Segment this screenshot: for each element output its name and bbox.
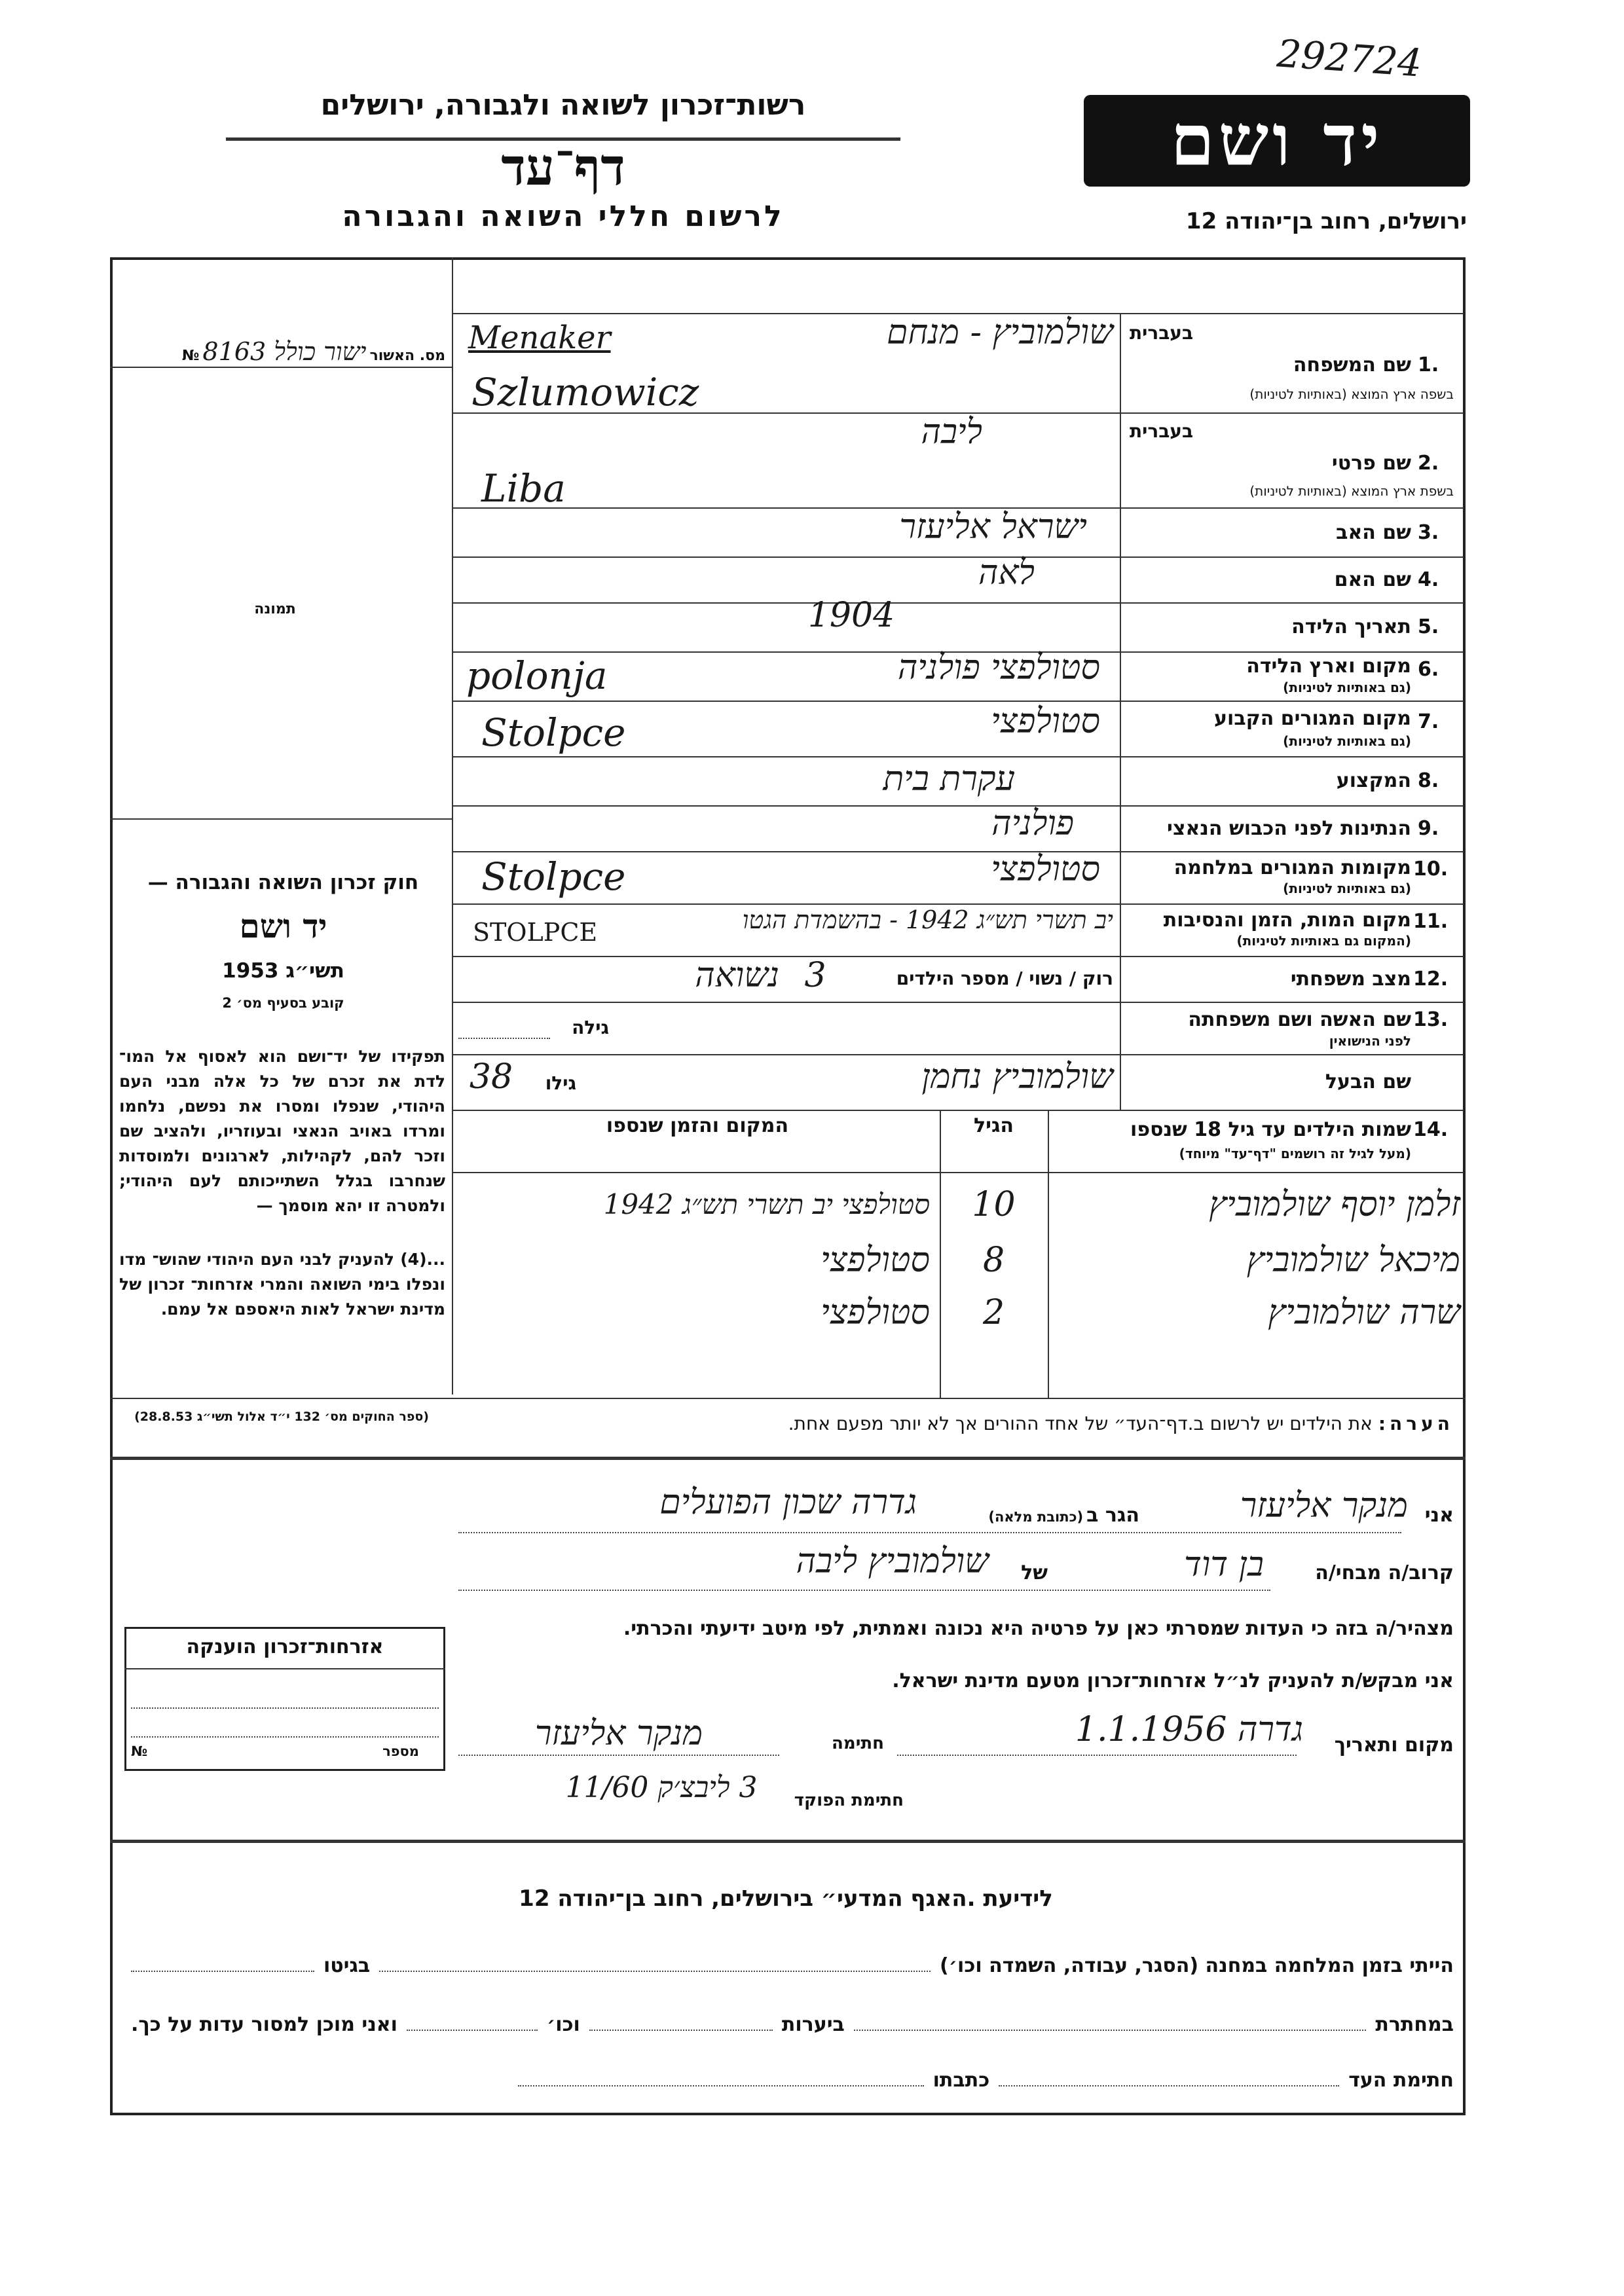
archive-number: 292724: [1275, 31, 1424, 86]
field-11-label: מקום המות, הזמן והנסיבות: [1163, 909, 1411, 932]
citizenship-line: [131, 1707, 439, 1709]
husband-value: שולמוביץ נחמן: [921, 1057, 1113, 1097]
research-title: לידיעת .האגף המדעי״ בירושלים, רחוב בן־יהודה 12: [519, 1886, 1053, 1912]
research-camp-label: הייתי בזמן המלחמה במחנה (הסגר, עבודה, השמדה וכו׳): [940, 1954, 1454, 1977]
law-text: תפקידו של יד־ושם הוא לאסוף אל המו־ לדת את זכרם של כל אלה מבני העם היהודי, שנפלו ומסרו את נפשם, נלחמו ומרדו באויב הנאצי ובעוזריו, ולהציב שם וזכר להם, לקהילות, לארגונים ולמוסדות שנחרבו בגלל השתייכותם לעם היהודי; ולמטרה זו יהא מוסמך —: [119, 1047, 445, 1215]
field-4-label: שם האם: [1334, 568, 1411, 591]
field-4-number: 4.: [1418, 568, 1439, 591]
decl-ani-label: אני: [1424, 1504, 1454, 1527]
research-ghetto-line[interactable]: [131, 1955, 314, 1972]
approval-label: מס. האשור: [369, 348, 445, 364]
decl-address-value: גדרה שכון הפועלים: [659, 1483, 917, 1522]
research-line-3: [131, 2069, 1454, 2092]
children-col-place: המקום והזמן שנספו: [606, 1114, 789, 1137]
field-12-value: נשואה: [695, 956, 779, 995]
field-13-age-label: גילה: [572, 1017, 609, 1038]
field-12-number: 12.: [1413, 968, 1449, 991]
research-forests-line[interactable]: [589, 2014, 773, 2031]
field-13-label: שם האשה ושם משפחתה: [1188, 1008, 1411, 1031]
decl-signature-value: מנקר אליעזר: [534, 1714, 703, 1753]
decl-of-label: של: [1021, 1561, 1048, 1584]
field-10-value-latin: Stolpce: [481, 854, 626, 899]
research-underground-label: במחתרת: [1375, 2013, 1454, 2036]
citizenship-number: [131, 1743, 439, 1759]
field-7-value-latin: Stolpce: [481, 710, 626, 755]
decl-ani-value: מנקר אליעזר: [1240, 1486, 1408, 1525]
children-col-age: הגיל: [974, 1114, 1014, 1137]
child-name: זלמן יוסף שולמוביץ: [1209, 1185, 1460, 1224]
note: [458, 1413, 1454, 1434]
header-address: ירושלים, רחוב בן־יהודה 12: [1185, 208, 1467, 234]
page-subtitle: לרשום חללי השואה והגבורה: [342, 200, 784, 233]
field-1-number: 1.: [1418, 354, 1439, 376]
field-2-number: 2.: [1418, 452, 1439, 475]
field-1-hebrew-tag: בעברית: [1130, 322, 1194, 344]
research-witness-sig-line[interactable]: [999, 2069, 1339, 2086]
field-4-value: לאה: [978, 553, 1035, 592]
field-10-label: מקומות המגורים במלחמה: [1173, 856, 1411, 879]
child-age: 2: [982, 1293, 1005, 1332]
sidebar-line: [110, 367, 452, 368]
field-7-number: 7.: [1418, 710, 1439, 733]
research-address-line[interactable]: [518, 2069, 924, 2086]
note-text: את הילדים יש לרשום ב.דף־העד״ של אחד ההורים אך לא יותר מפעם אחת.: [788, 1413, 1373, 1434]
children-bottom-line: [110, 1398, 1466, 1399]
note-rule: [110, 1457, 1466, 1460]
approval-value: ישור כולל 8163: [202, 337, 367, 366]
field-13-age-line: [458, 1038, 550, 1039]
decl-relative-label: קרוב/ה מבחי/ה: [1315, 1561, 1454, 1584]
husband-age-value: 38: [469, 1057, 513, 1097]
row-line: [452, 903, 1464, 905]
research-rule: [110, 1840, 1466, 1843]
citizenship-no-symbol: №: [131, 1743, 148, 1759]
child-place: סטולפצי: [821, 1241, 930, 1280]
law-clause: קובע בסעיף מס׳ 2: [222, 995, 344, 1011]
field-6-value-he: סטולפצי פולניה: [897, 648, 1100, 687]
child-place: סטולפצי: [821, 1293, 930, 1332]
field-1-value-he: שולמוביץ - מנחם: [887, 313, 1113, 352]
field-12-children-count: 3: [804, 956, 826, 995]
child-name: מיכאל שולמוביץ: [1246, 1241, 1460, 1280]
field-5-label: תאריך הלידה: [1291, 615, 1411, 638]
field-9-number: 9.: [1418, 817, 1439, 840]
field-3-value: ישראל אליעזר: [899, 507, 1087, 547]
field-2-hebrew-tag: בעברית: [1130, 420, 1194, 442]
field-6-number: 6.: [1418, 658, 1439, 681]
field-9-label: הנתינות לפני הכבוש הנאצי: [1167, 817, 1411, 840]
field-12-label: מצב משפחתי: [1290, 968, 1411, 991]
child-age: 10: [972, 1185, 1016, 1224]
decl-resides: הגר ב: [1086, 1504, 1139, 1527]
research-witness-sig-label: חתימת העד: [1348, 2069, 1454, 2092]
field-11-value-latin: STOLPCE: [473, 918, 598, 947]
field-1-label: שם המשפחה: [1293, 354, 1411, 376]
decl-place-date-value: גדרה 1.1.1956: [1075, 1710, 1303, 1749]
row-line: [452, 956, 1464, 957]
children-col-divider: [940, 1110, 941, 1398]
decl-line: [458, 1590, 1270, 1591]
decl-request: אני מבקש/ת להעניק לנ״ל אזרחות־זכרון מטעם מדינת ישראל.: [892, 1669, 1454, 1692]
sidebar-divider: [452, 257, 453, 1394]
field-2-label: שם פרטי: [1331, 452, 1411, 475]
decl-relative-value: בן דוד: [1184, 1545, 1264, 1584]
yad-vashem-logo: [1084, 95, 1470, 187]
field-2-sub: בשפת ארץ המוצא (באותיות לטיניות): [1249, 483, 1454, 499]
law-title: חוק זכרון השואה והגבורה —: [147, 871, 419, 894]
field-7-label: מקום המגורים הקבוע: [1214, 707, 1411, 730]
field-6-label: מקום וארץ הלידה: [1246, 655, 1411, 678]
field-10-sub: (גם באותיות לטיניות): [1283, 881, 1411, 896]
row-line: [452, 602, 1464, 604]
research-underground-line[interactable]: [854, 2014, 1367, 2031]
field-3-label: שם האב: [1336, 521, 1411, 544]
research-etc-line[interactable]: [407, 2014, 538, 2031]
field-10-value-he: סטולפצי: [991, 850, 1100, 889]
children-sub: (מעל לגיל זה רושמים "דף־עד" מיוחד): [1179, 1146, 1411, 1161]
law-reference: (ספר החוקים מס׳ 132 י״ד אלול תשי״ג 28.8.53): [134, 1410, 429, 1424]
decl-line: [458, 1532, 1401, 1533]
child-age: 8: [982, 1241, 1005, 1280]
field-7-value-he: סטולפצי: [991, 702, 1100, 741]
field-13-number: 13.: [1413, 1008, 1449, 1031]
children-number: 14.: [1413, 1118, 1449, 1141]
field-7-sub: (גם באותיות לטיניות): [1283, 733, 1411, 749]
field-12-inline-label: רוק / נשוי / מספר הילדים: [896, 968, 1113, 989]
law-text-2: ...(4) להעניק לבני העם היהודי שהוש־ מדו ונפלו בימי השואה והמרי אזרחות־ זכרון של מדינת ישראל לאות היאספם אל עמם.: [119, 1250, 445, 1319]
field-13-sub: לפני הנישואין: [1329, 1033, 1411, 1049]
page-title: דף־עד: [501, 137, 625, 197]
research-ghetto-label: בגיטו: [323, 1954, 371, 1977]
decl-resides-label: [917, 1504, 1139, 1527]
decl-clerk-value: 3 ליבצ׳ק 11/60: [565, 1771, 758, 1804]
research-testimony-label: ואני מוכן למסור עדות על כך.: [131, 2013, 397, 2036]
field-8-label: המקצוע: [1336, 769, 1411, 792]
sidebar-line: [110, 818, 452, 820]
logo-text: יד ושם: [1170, 99, 1384, 182]
field-1-sub: בשפה ארץ המוצא (באותיות לטיניות): [1249, 386, 1454, 402]
decl-place-date-label: מקום ותאריך: [1334, 1734, 1454, 1757]
field-2-value-latin: Liba: [481, 466, 566, 511]
row-line: [452, 1002, 1464, 1003]
citizenship-line: [131, 1736, 439, 1738]
child-place: סטולפצי יב תשרי תש״ג 1942: [603, 1188, 930, 1220]
row-line: [452, 1054, 1464, 1055]
field-10-number: 10.: [1413, 858, 1449, 881]
decl-line: [458, 1755, 779, 1756]
field-11-sub: (המקום גם באותיות לטיניות): [1236, 933, 1411, 949]
children-header-line: [452, 1172, 1464, 1173]
field-3-number: 3.: [1418, 521, 1439, 544]
decl-of-value: שולמוביץ ליבה: [796, 1542, 989, 1581]
decl-signature-label: חתימה: [832, 1734, 884, 1753]
photo-label: תמונה: [254, 601, 296, 617]
research-forests-label: ביערות: [781, 2013, 845, 2036]
children-label: שמות הילדים עד גיל 18 שנספו: [1130, 1118, 1411, 1141]
field-8-number: 8.: [1418, 769, 1439, 792]
citizenship-rule: [124, 1668, 445, 1669]
field-6-sub: (גם באותיות לטיניות): [1283, 680, 1411, 695]
field-9-value: פולניה: [991, 804, 1074, 843]
research-line-1: [131, 1954, 1454, 1977]
field-11-value-he: יב תשרי תש״ג 1942 - בהשמדת הגטו: [742, 905, 1113, 934]
label-divider: [1120, 313, 1121, 1110]
field-11-number: 11.: [1413, 910, 1449, 933]
children-col-divider: [1048, 1110, 1049, 1398]
field-6-value-latin: polonja: [466, 653, 608, 698]
field-2-value-he: ליבה: [921, 412, 982, 452]
law-name: יד ושם: [239, 907, 327, 945]
decl-clerk-label: חתימת הפוקד: [794, 1791, 904, 1810]
note-label: הערה:: [1378, 1413, 1454, 1434]
field-1-value-latin: Menaker: [468, 319, 611, 356]
field-5-number: 5.: [1418, 615, 1439, 638]
field-8-value: עקרת בית: [883, 759, 1015, 799]
field-1-value-latin2: Szlumowicz: [471, 370, 699, 414]
field-5-value: 1904: [807, 596, 895, 635]
research-line-2: [131, 2013, 1454, 2036]
row-line: [452, 756, 1464, 757]
research-etc-label: וכו׳: [546, 2013, 580, 2036]
child-name: שרה שולמוביץ: [1268, 1293, 1460, 1332]
decl-resides-sub: (כתובת מלאה): [988, 1509, 1084, 1525]
authority-name: רשות־זכרון לשואה ולגבורה, ירושלים: [320, 88, 806, 122]
approval-field: [118, 337, 445, 367]
approval-no: №: [181, 348, 200, 364]
row-line: [452, 1110, 1464, 1111]
husband-label: שם הבעל: [1325, 1070, 1411, 1093]
citizenship-title: אזרחות־זכרון הוענקה: [186, 1635, 384, 1658]
law-year: תשי״ג 1953: [222, 959, 344, 983]
husband-age-label: גילו: [545, 1072, 576, 1094]
decl-line: [897, 1755, 1297, 1756]
research-address-label: כתבתו: [932, 2069, 990, 2092]
research-camp-line[interactable]: [379, 1955, 931, 1972]
decl-statement: מצהיר/ה בזה כי העדות שמסרתי כאן על פרטיה היא נכונה ואמתית, לפי מיטב ידיעתי והכרתי.: [623, 1617, 1454, 1640]
citizenship-number-label: מספר: [382, 1743, 419, 1759]
